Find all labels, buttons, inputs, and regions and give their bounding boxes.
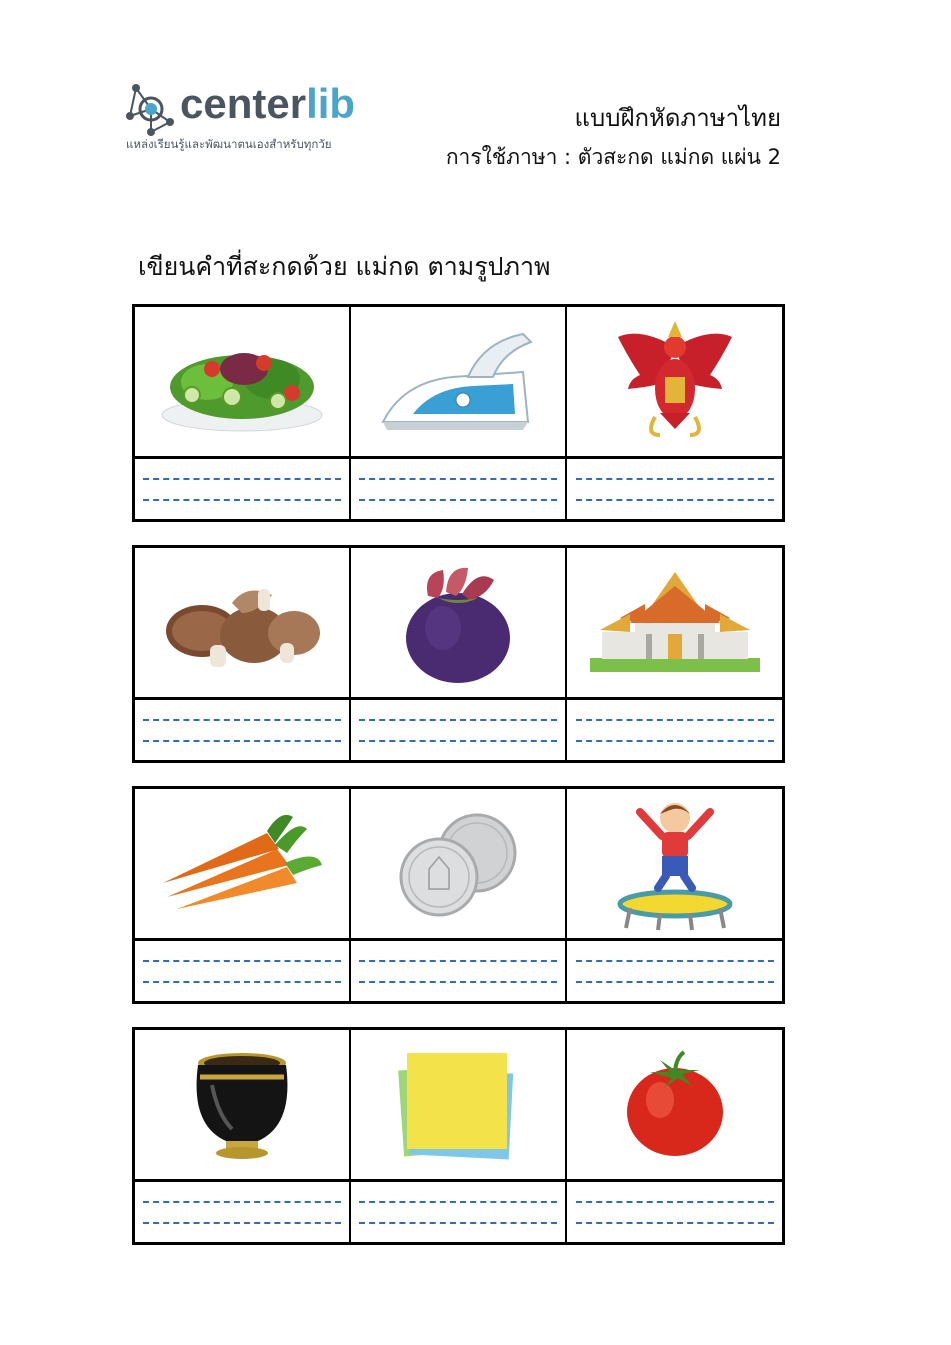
centerlib-logo [124,82,384,162]
answer-dash-line [143,1201,341,1203]
answer-cell[interactable] [351,941,567,1001]
answer-cell[interactable] [351,459,567,519]
thai-coins-icon [393,809,523,919]
answer-cell[interactable] [351,700,567,760]
answer-cell[interactable] [135,1182,351,1242]
answer-dash-line [359,1201,557,1203]
carrots-icon [157,809,327,919]
garuda-emblem-icon [610,317,740,447]
mushrooms-icon [162,573,322,673]
picture-cell [135,1030,351,1182]
answer-dash-line [143,960,341,962]
answer-dash-line [359,719,557,721]
picture-cell [567,307,782,459]
answer-dash-line [576,981,774,983]
answer-cell[interactable] [567,459,782,519]
logo-tagline: แหล่งเรียนรู้และพัฒนาตนเองสำหรับทุกวัย [126,137,332,151]
answer-dash-line [576,499,774,501]
answer-dash-line [143,740,341,742]
answer-dash-line [359,981,557,983]
thai-temple-icon [590,568,760,678]
picture-cell [135,307,351,459]
answer-dash-line [143,981,341,983]
answer-cell[interactable] [135,459,351,519]
answer-cell[interactable] [567,941,782,1001]
picture-cell [567,548,782,700]
exercise-grid-row-2 [132,545,785,763]
picture-cell [567,1030,782,1182]
alms-bowl-icon [182,1045,302,1165]
worksheet-subtitle: การใช้ภาษา : ตัวสะกด แม่กด แผ่น 2 [445,145,781,169]
exercise-grid-row-1 [132,304,785,522]
picture-cell [351,548,567,700]
picture-cell [135,789,351,941]
answer-dash-line [576,478,774,480]
answer-cell[interactable] [135,941,351,1001]
answer-cell[interactable] [567,700,782,760]
answer-dash-line [576,1222,774,1224]
mangosteen-icon [398,558,518,688]
picture-cell [351,789,567,941]
exercise-grid-row-3 [132,786,785,1004]
picture-cell [351,307,567,459]
answer-dash-line [359,499,557,501]
answer-dash-line [576,719,774,721]
picture-cell [135,548,351,700]
boy-trampoline-icon [610,794,740,934]
answer-dash-line [359,1222,557,1224]
instruction-text: เขียนคำที่สะกดด้วย แม่กด ตามรูปภาพ [138,252,551,281]
answer-dash-line [143,499,341,501]
answer-cell[interactable] [135,700,351,760]
answer-dash-line [359,478,557,480]
answer-cell[interactable] [351,1182,567,1242]
logo-molecule-icon [124,82,178,136]
picture-cell [351,1030,567,1182]
answer-dash-line [143,719,341,721]
answer-dash-line [576,1201,774,1203]
salad-icon [152,327,332,437]
logo-wordmark: centerlib [180,80,356,127]
picture-cell [567,789,782,941]
answer-dash-line [576,740,774,742]
steam-iron-icon [373,322,543,442]
answer-dash-line [143,478,341,480]
answer-dash-line [359,740,557,742]
worksheet-title: แบบฝึกหัดภาษาไทย [574,104,781,132]
answer-dash-line [576,960,774,962]
exercise-grid-row-4 [132,1027,785,1245]
answer-dash-line [143,1222,341,1224]
answer-dash-line [359,960,557,962]
sticky-notes-icon [393,1045,523,1165]
tomato-icon [620,1050,730,1160]
answer-cell[interactable] [567,1182,782,1242]
